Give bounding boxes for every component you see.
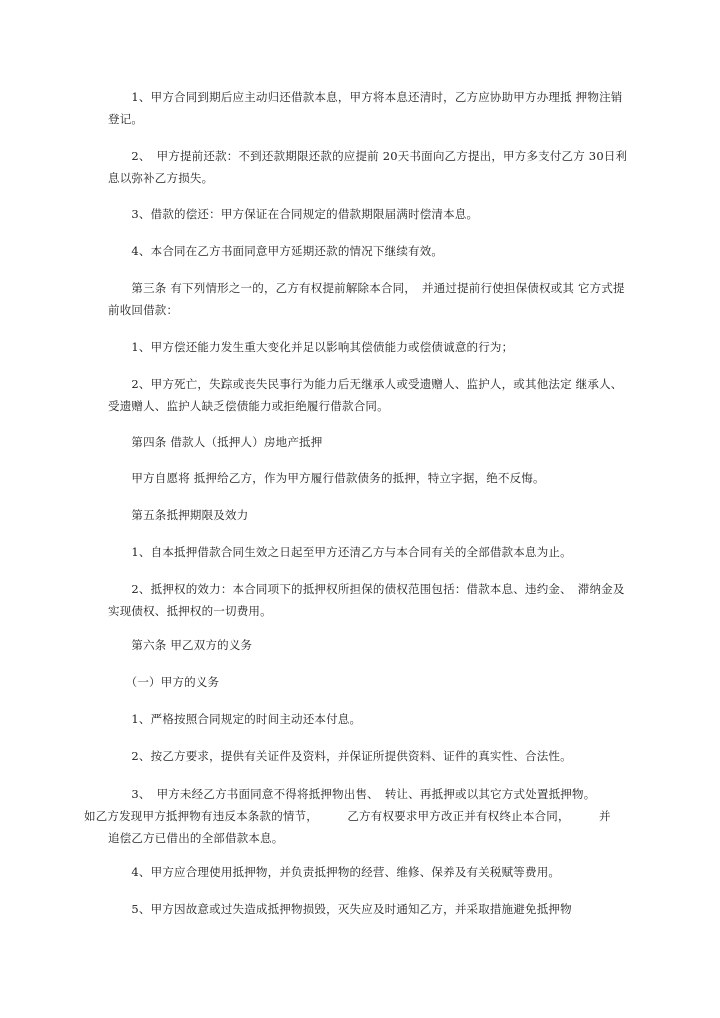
- text-line: 第五条抵押期限及效力: [108, 508, 249, 522]
- text-line: 4、本合同在乙方书面同意甲方延期还款的情况下继续有效。: [108, 244, 444, 258]
- text-line: 2、抵押权的效力：本合同项下的抵押权所担保的债权范围包括：借款本息、违约金、 滞纳金及: [108, 582, 625, 596]
- text-line: 3、借款的偿还：甲方保证在合同规定的借款期限届满时偿清本息。: [108, 207, 479, 221]
- paragraph-voluntary-mortgage: [108, 467, 613, 489]
- paragraph-obligation-5: [108, 898, 613, 920]
- paragraph-obligation-3: [84, 783, 613, 849]
- text-line: 甲方自愿将 抵押给乙方，作为甲方履行借款债务的抵押，特立字据，绝不反悔。: [108, 471, 545, 485]
- paragraph-article-return-loan: [108, 86, 623, 130]
- heading-article-6: [108, 634, 613, 656]
- paragraph-extension-validity: [108, 240, 613, 262]
- text-line: 1、自本抵押借款合同生效之日起至甲方还清乙方与本合同有关的全部借款本息为止。: [108, 545, 572, 559]
- paragraph-death-of-party: [108, 373, 623, 417]
- text-line: 4、甲方应合理使用抵押物，并负责抵押物的经营、维修、保养及有关税赋等费用。: [108, 865, 561, 879]
- text-line: 2、按乙方要求，提供有关证件及资料，并保证所提供资料、证件的真实性、合法性。: [108, 749, 572, 763]
- heading-article-4: [108, 431, 613, 453]
- paragraph-loan-repayment: [108, 203, 613, 225]
- text-line: 2、 甲方提前还款：不到还款期限还款的应提前 20天书面向乙方提出，甲方多支付乙方 30日利: [108, 149, 628, 163]
- paragraph-mortgage-effect: [108, 578, 625, 622]
- text-line: （一）甲方的义务: [108, 675, 220, 689]
- text-line: 5、甲方因故意或过失造成抵押物损毁，灭失应及时通知乙方，并采取措施避免抵押物: [108, 902, 572, 916]
- text-line: 第六条 甲乙双方的义务: [108, 638, 253, 652]
- text-line: 如乙方发现甲方抵押物有违反本条款的情节， 乙方有权要求甲方改正并有权终止本合同， 并: [84, 809, 611, 823]
- text-line: 登记。: [108, 112, 144, 126]
- paragraph-obligation-4: [108, 861, 613, 883]
- paragraph-early-repayment: [108, 145, 628, 189]
- text-line: 追偿乙方已借出的全部借款本息。: [108, 831, 284, 845]
- text-line: 1、严格按照合同规定的时间主动还本付息。: [108, 712, 362, 726]
- text-line: 1、甲方合同到期后应主动归还借款本息，甲方将本息还清时，乙方应协助甲方办理抵 押物注销: [108, 90, 623, 104]
- text-line: 实现债权、抵押权的一切费用。: [108, 604, 272, 618]
- paragraph-obligation-1: [108, 708, 613, 730]
- text-line: 息以弥补乙方损失。: [108, 171, 214, 185]
- paragraph-mortgage-term: [108, 541, 613, 563]
- paragraph-article-3: [108, 277, 625, 321]
- text-line: 前收回借款：: [108, 303, 179, 317]
- text-line: 1、甲方偿还能力发生重大变化并足以影响其偿债能力或偿债诚意的行为；: [108, 340, 514, 354]
- paragraph-obligation-2: [108, 745, 613, 767]
- heading-party-a-obligations: [108, 671, 613, 693]
- text-line: 第三条 有下列情形之一的，乙方有权提前解除本合同， 并通过提前行使担保债权或其 它方式提: [108, 281, 625, 295]
- text-line: 受遗赠人、监护人缺乏偿债能力或拒绝履行借款合同。: [108, 399, 389, 413]
- heading-article-5: [108, 504, 613, 526]
- text-line: 3、 甲方未经乙方书面同意不得将抵押物出售、 转让、再抵押或以其它方式处置抵押物。: [108, 787, 596, 801]
- text-line: 2、甲方死亡，失踪或丧失民事行为能力后无继承人或受遗赠人、监护人，或其他法定 继承人、: [108, 377, 623, 391]
- text-line: 第四条 借款人（抵押人）房地产抵押: [108, 435, 323, 449]
- paragraph-capacity-change: [108, 336, 613, 358]
